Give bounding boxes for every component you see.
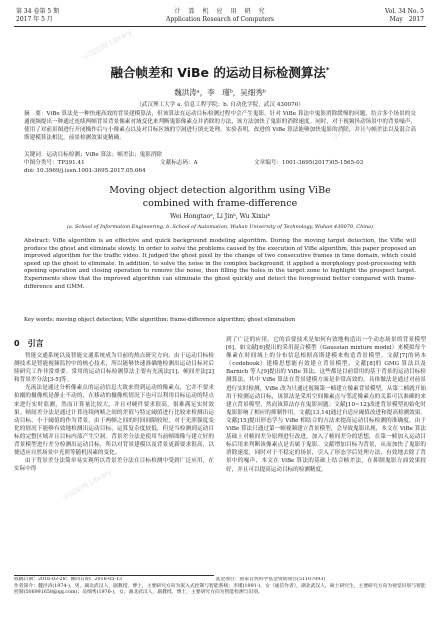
watermark: 中国知网 Library: [331, 107, 384, 143]
affiliation-en: (a. School of Information Engineering, b. School of Automation, Wuhan University of Technology, Wuhan 430070, China): [66, 224, 374, 230]
keywords-cn: 关键词：运动目标检测；ViBe 算法；帧差法；鬼影消除: [24, 152, 162, 158]
authors-cn: 魏洪涛ᵃ，李 瑾ᵇ，吴细秀ᵇ: [174, 88, 266, 97]
watermark: 中国知网 Library: [301, 387, 354, 423]
clc-number: 中图分类号：TP391.41: [24, 160, 85, 166]
watermark: 中国知网 Library: [61, 467, 114, 503]
watermark: 中国知网 Library: [161, 247, 214, 283]
keywords-en: Key words: moving object detection; ViBe algorithm; frame-difference algorithm; ghost elimination: [24, 317, 296, 323]
received-date: 收稿日期：2016-03-28；修回日期：2016-05-13: [14, 577, 123, 582]
paragraph: 由于背景差分法简单易实现所以背景差分法在目标检测中受到广泛应用，在实际中得: [14, 458, 214, 473]
body-left-column: [14, 352, 214, 570]
paragraph: 到了广泛的应用，它的首要技术是如何有效地构造出一个动态场景的背景模型[6]。如文献[6]提出的采用混合模型（Gaussian mixture model）来模拟每个像素在时间域上的分布信息根据高斯建模来构造背景模型。文献[7]的码本（codebook）建模思想能有效建立背景模型。文献[8]的 GMG 算法以及 Barnich 等人[9]提出的 ViBe 算法，这些都是目前常用的基于背景的运动目标检测算法。其中 ViBe 算法在背景建模方面是非常高效的，具体做法是通过对前景进行实时检测，ViBe 改为只通过视频第一帧建立像素背景模型，从第二帧就开始用于检测运动目标，该算法是采用空间像素点与邻近像素点的关系可以准确的来建立背景模型，然而该算法存在鬼影问题。文献[10~12]改进背景模型初始化时鬼影影响了相应的抑制作用。文献[13,14]通过自适应阈值改进和提高检测效果。文献[15]提出形态学与 ViBe 相结合的方法来提高运动目标检测的准确度，由于ViBe 算法只通过第一帧视频建立背景模型，会导致鬼影出现，本文在 ViBe 算法基础上对帧间差分原理进行改进，加入了帧间差分的思想，在第一帧加入运动目标后用来判断该像素点是否属于鬼影。文献增加目标为背景，从而加快了鬼影的消除速度，同时对于不稳定的场景，引入了形态学后处理方法，有效地去除了背景中的噪声，本文在 ViBe 算法的基础上结合帧差法，在抑制鬼影方面效果较好，并且可以提高运动目标的检测精度。: [226, 337, 426, 473]
document-code: 文献标志码：A: [160, 160, 198, 166]
footnote: [14, 577, 426, 617]
volume-issue-en: Vol. 34 No. 5: [384, 8, 424, 15]
footnote-rule: [14, 575, 214, 576]
title-en-line-1: Moving object detection algorithm using ViBe: [109, 185, 331, 196]
watermark: 中国知网 Library: [81, 27, 134, 63]
article-number: 文章编号：1001-3695(2017)05-1565-03: [254, 160, 364, 166]
section-heading-introduction: 0 引言: [14, 339, 44, 348]
paper-title-cn: [0, 63, 440, 81]
title-en-line-2: combined with frame-difference: [142, 198, 298, 209]
paragraph: 光流法是通过分析像素点的运动信息大致来得到运动的像素点，它并不要求拍摄的摄像机是静止不动的，在移动的摄像机情况下也可以利用目标运动的特点来进行实时监测，然而计算量比较大，并且对硬件要求很高，很难满足实时效果。帧间差分法是通过计算连续两帧之间的差值与特定阈值进行比较来检测出运动目标，小于阈值的作为背景，由于两帧之间的时间间隔较短，对于光照强度变化的情况下能够有效地检测出运动目标，运算复杂度较低，但是当检测到运动目标的完整区域并且目标内部产生空洞。背景差分法是使用当前帧图像与建立好的背景模型进行差分检测出运动目标，所以对背景建模以及背景更新要求很高，以便适应自然场景中光照等随机因素的变化。: [14, 385, 214, 457]
paragraph: 智能交通系统以及智能交通系统成为目前的热点研究方向，由于运动目标检测技术是智能视频监控中的核心技术，所以能够快速准确地检测出运动目标对后续研究工作非常重要。常用的运动目标检测算法主要有光流法[1]、帧间差法[2]和背景差分法[3-5]等。: [14, 353, 214, 384]
journal-name-cn: 计 算 机 应 用 研 究: [174, 8, 266, 15]
authors-en: Wei Hongtaoᵃ, Li Jinᵇ, Wu Xixiuᵇ: [169, 213, 271, 220]
affiliation-cn: （武汉理工大学 a. 信息工程学院；b. 自动化学院，武汉 430070）: [136, 102, 304, 108]
title-footnote-mark: *: [325, 65, 330, 74]
date-en: May 2017: [389, 16, 424, 23]
journal-name-en: Application Research of Computers: [165, 16, 275, 23]
date-cn: 2017 年 5 月: [16, 16, 53, 23]
doi: doi: 10.3969/j.issn.1001-3695.2017.05.064: [24, 168, 146, 174]
header-rule: [14, 26, 426, 27]
abstract-en: Abstract: ViBe algorithm is an effective and quick background modeling algorithm. During the moving target detection, the ViBe will produce the ghost and eliminate slowly. In order to solve the problems caused by the execution of ViBe algorithm, this paper proposed an improved algorithm for the traffic video. It judged the ghost pixel by the change of two consecutive frames in time domain, which could speed up the ghost to eliminate. In addition, to solve the noise in the complex background, it applied a morphology post-processing with opening operation and closing operation to remove the noise, then filling the holes in the target zone to highlight the prospect target. Experiments show that the improved algorithm can eliminate the ghost quickly and detect the foreground better compared with frame-difference and GMM.: [24, 238, 416, 290]
abstract-cn: 摘 要：ViBe 算法是一种快速高效的背景建模算法，但该算法在运动目标检测过程中会产生鬼影。针对 ViBe 算法中鬼影消除缓慢的问题，结合多个场景的交通视频提出一种通过连续两帧背景背景像素对域变化来判断鬼影像素点并消除的方法，该方法加快了鬼影的消除速度。同时，对于视频抖动场景中的背景噪声，使用了对前景图进行开闭操作后与小像素点以及对目标区域的空洞进行填充处理。实验表明，改进的 ViBe 算法能够加快鬼影的消除，并且与帧差法以及混合高斯建模算法相比，前景检测效果更精确。: [24, 111, 416, 141]
paper-title-text: 融合帧差和 ViBe 的运动目标检测算法: [110, 65, 326, 80]
fund-info: 基金项目：国家自然科学基金资助项目(51107093): [215, 577, 326, 582]
author-bio: 作者简介：魏洪涛(1974-)，男，湖北武汉人，副教授，博士，主要研究方向为嵌入式控制与智能系统；李瑾(1991-)，女（通信作者），湖北武汉人，硕士研究生，主要研究方向为视觉识别与智能控制(506991658@qq.com)；吴细秀(1976-)，女，湖北武汉人，副教授，博士，主要研究方向为智能检测与识别。: [14, 583, 426, 596]
volume-issue-cn: 第 34 卷第 5 期: [16, 8, 60, 15]
paper-title-en: [0, 184, 440, 210]
body-right-column: [226, 336, 426, 594]
